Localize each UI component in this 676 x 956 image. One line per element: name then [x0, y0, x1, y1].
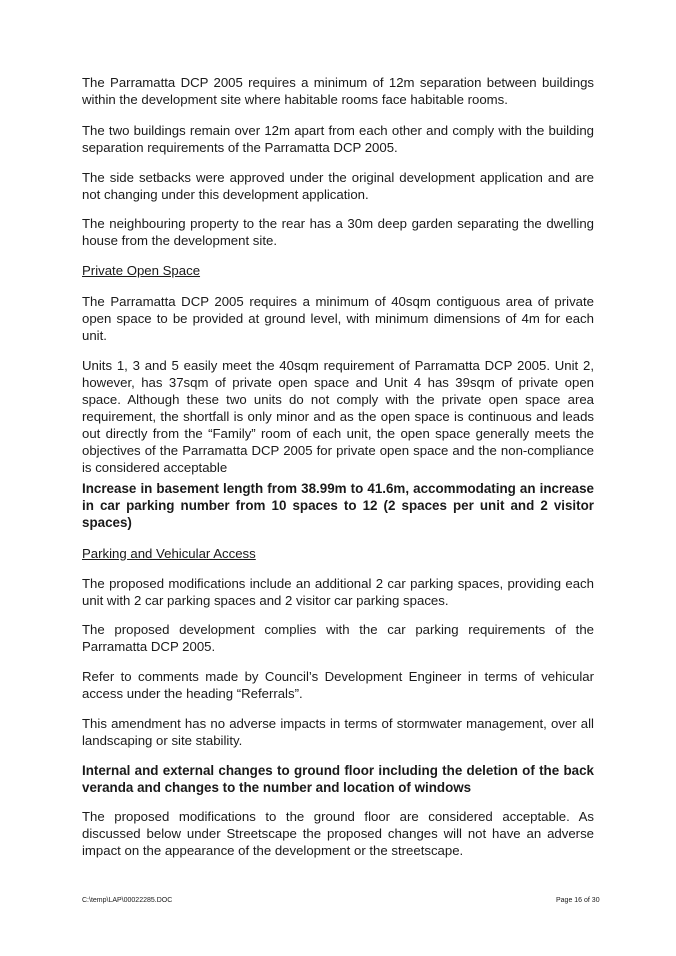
subheading-private-open-space: Private Open Space [82, 263, 201, 278]
footer-file-path: C:\temp\LAP\00022285.DOC [82, 897, 173, 904]
subheading-parking: Parking and Vehicular Access [82, 546, 256, 561]
paragraph-units-compliance: Units 1, 3 and 5 easily meet the 40sqm requirement of Parramatta DCP 2005. Unit 2, however, has 37sqm of private open space and Unit 4 has 39sqm of private open space. Although these two units do not comply with the private open space area requirement, the shortfall is only minor and as the open space is continuous and leads out directly from the “Family” room of each unit, the open space generally meets the objectives of the Parramatta DCP 2005 for private open space and the non-compliance is considered acceptable [82, 358, 594, 475]
paragraph-parking-complies: The proposed development complies with the car parking requirements of the Parramatta DCP 2005. [82, 622, 594, 654]
paragraph-open-space-requirement: The Parramatta DCP 2005 requires a minimum of 40sqm contiguous area of private open space to be provided at ground level, with minimum dimensions of 4m for each unit. [82, 294, 594, 343]
paragraph-side-setbacks: The side setbacks were approved under the original development application and are not changing under this development application. [82, 170, 594, 202]
paragraph-neighbouring-property: The neighbouring property to the rear has a 30m deep garden separating the dwelling house from the development site. [82, 216, 594, 248]
heading-basement-increase: Increase in basement length from 38.99m to 41.6m, accommodating an increase in car parking number from 10 spaces to 12 (2 spaces per unit and 2 visitor spaces) [82, 481, 594, 530]
paragraph-stormwater: This amendment has no adverse impacts in terms of stormwater management, over all landscaping or site stability. [82, 716, 594, 748]
paragraph-separation-requirement: The Parramatta DCP 2005 requires a minimum of 12m separation between buildings within the development site where habitable rooms face habitable rooms. [82, 75, 594, 107]
heading-ground-floor-changes: Internal and external changes to ground floor including the deletion of the back veranda and changes to the number and location of windows [82, 763, 594, 795]
footer-page-number: Page 16 of 30 [556, 897, 600, 904]
paragraph-referrals: Refer to comments made by Council’s Development Engineer in terms of vehicular access under the heading “Referrals”. [82, 669, 594, 701]
paragraph-parking-modifications: The proposed modifications include an additional 2 car parking spaces, providing each unit with 2 car parking spaces and 2 visitor car parking spaces. [82, 576, 594, 608]
paragraph-ground-floor-acceptable: The proposed modifications to the ground floor are considered acceptable. As discussed below under Streetscape the proposed changes will not have an adverse impact on the appearance of the development or the streetscape. [82, 809, 594, 858]
paragraph-buildings-comply: The two buildings remain over 12m apart from each other and comply with the building separation requirements of the Parramatta DCP 2005. [82, 123, 594, 155]
